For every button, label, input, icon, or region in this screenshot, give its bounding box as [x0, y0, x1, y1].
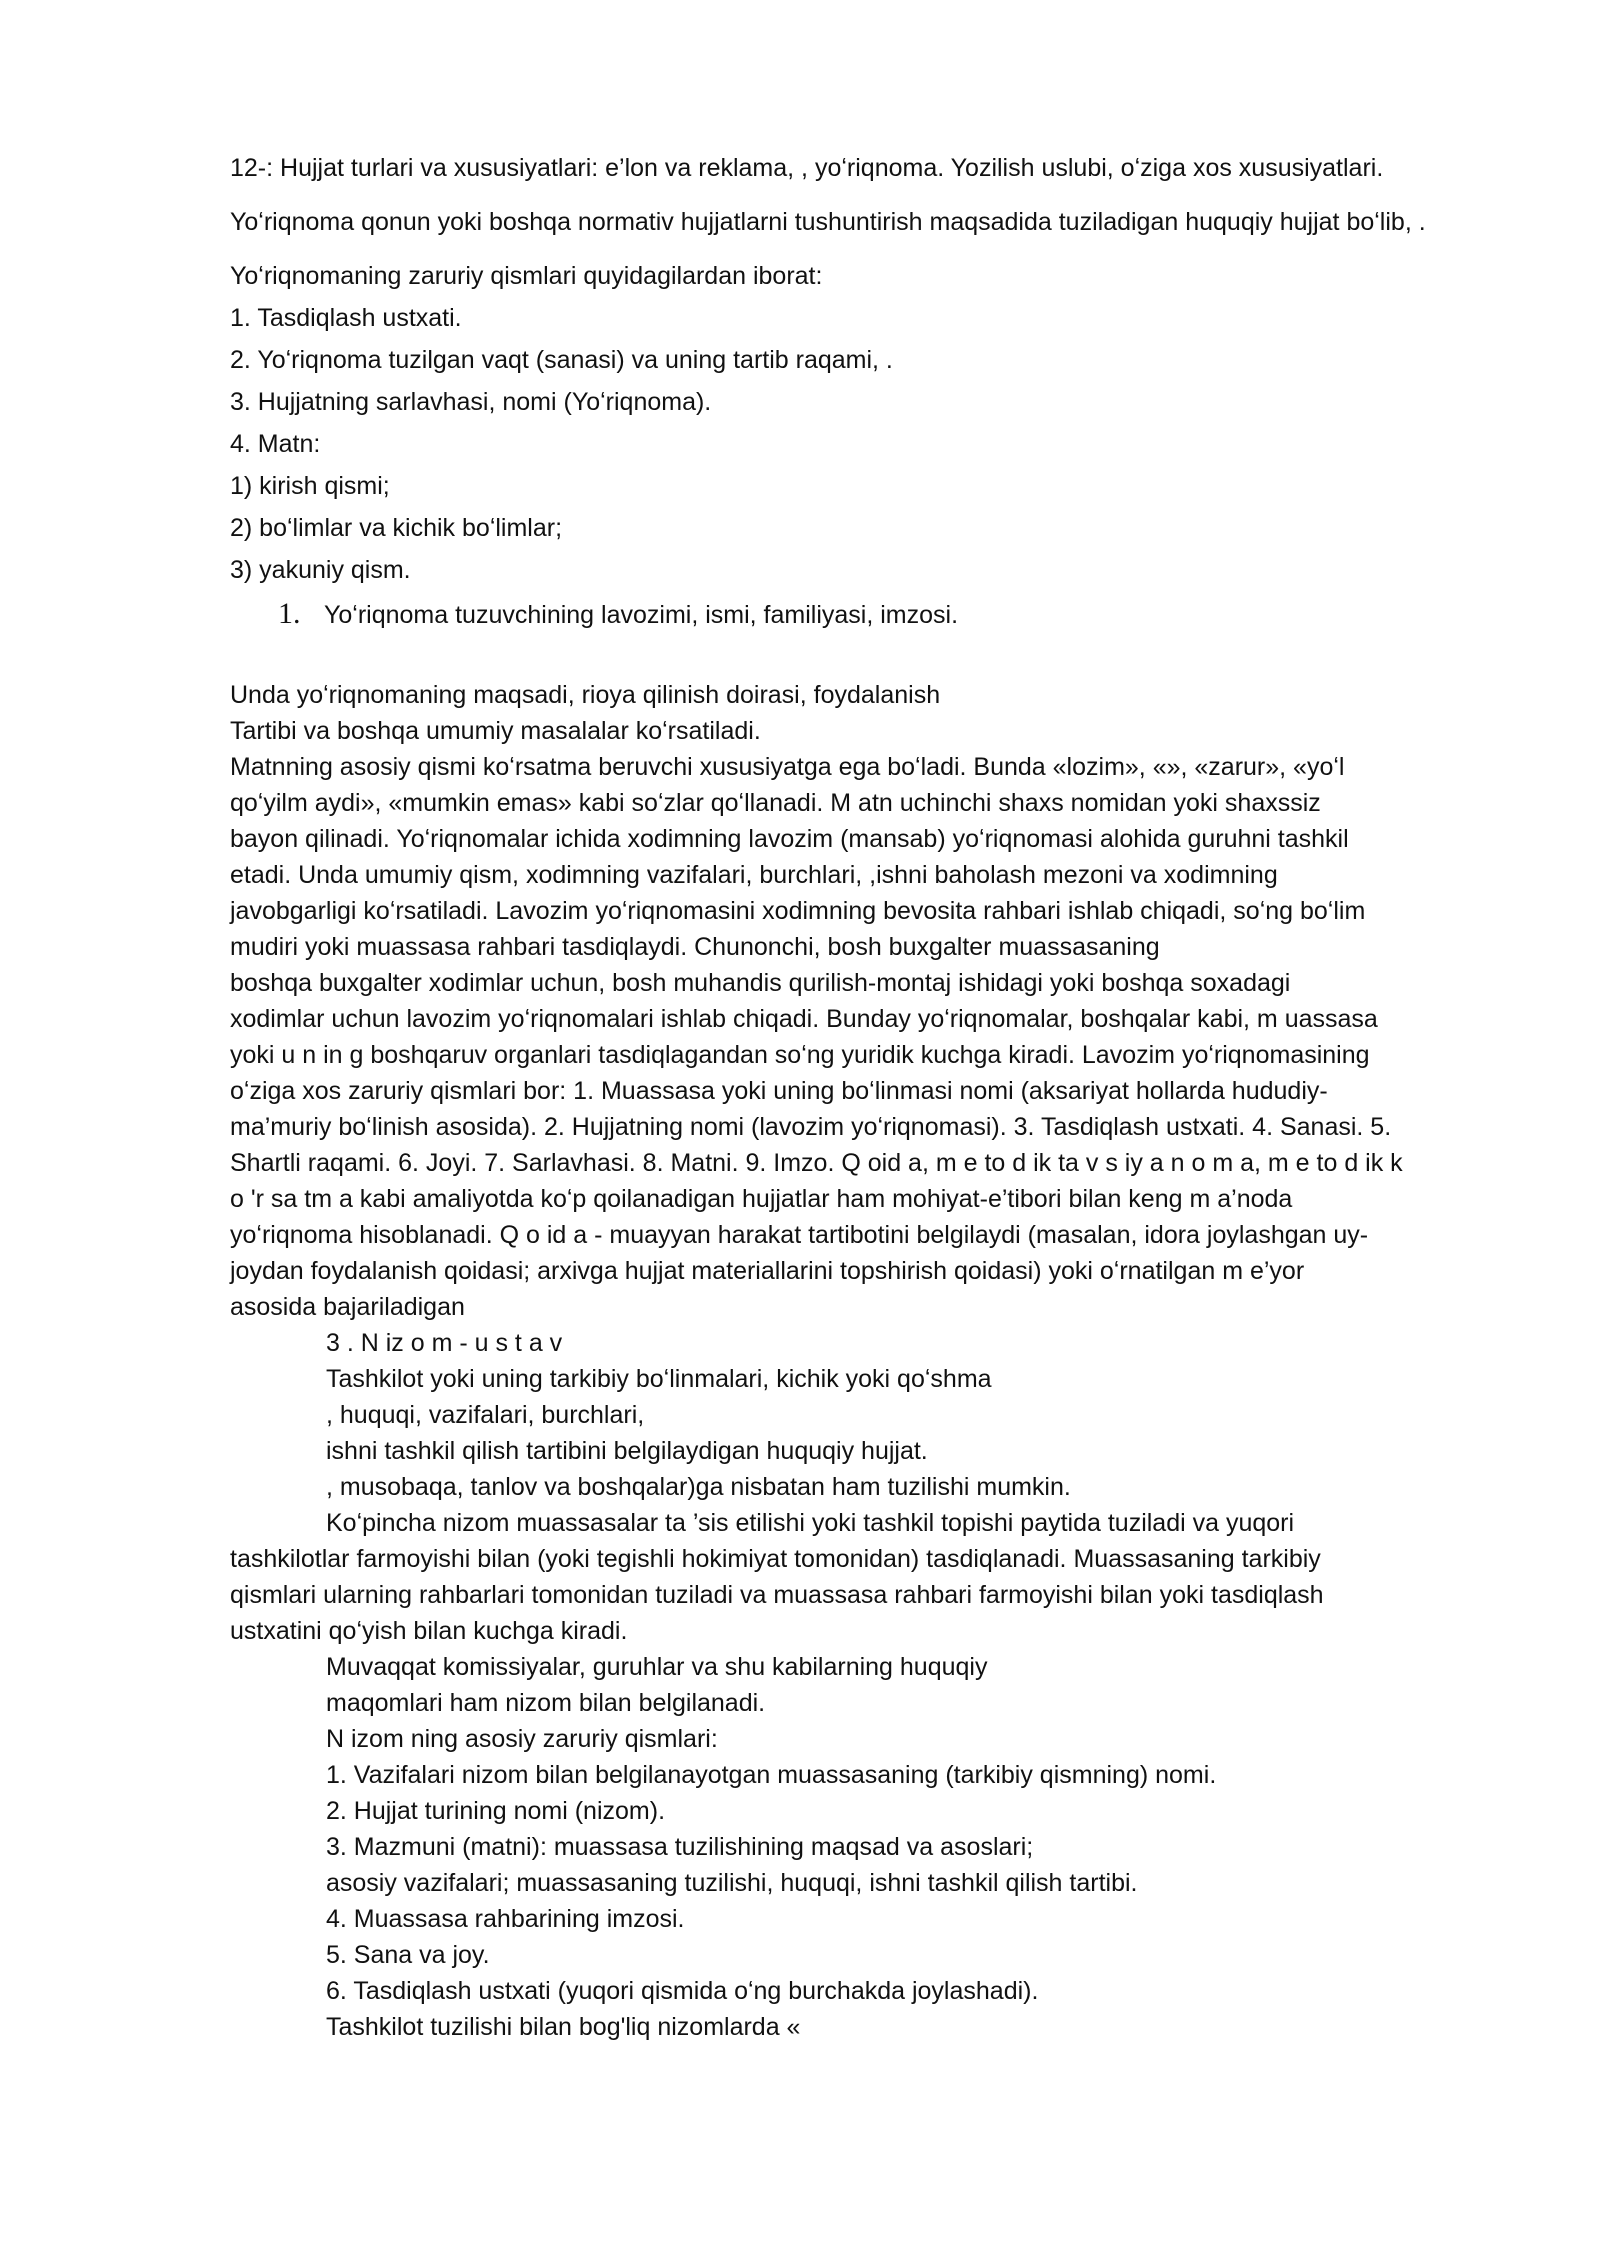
text-line: Unda yoʻriqnomaning maqsadi, rioya qilinish doirasi, foydalanish — [230, 681, 941, 709]
text-line: yoki u n in g boshqaruv organlari tasdiqlagandan soʻng yuridik kuchga kiradi. Lavozim yoʻriqnomasining — [230, 1041, 1370, 1069]
text-line: qismlari ularning rahbarlari tomonidan tuziladi va muassasa rahbari farmoyishi bilan yoki tasdiqlash — [230, 1581, 1324, 1609]
nizom-paragraph — [230, 1505, 1500, 1649]
definition-paragraph: Yoʻriqnoma qonun yoki boshqa normativ hujjatlarni tushuntirish maqsadida tuziladigan huquqiy hujjat boʻlib, . — [230, 208, 1426, 236]
text-line: , musobaqa, tanlov va boshqalar)ga nisbatan ham tuzilishi mumkin. — [326, 1473, 1071, 1501]
nizom-parts-block — [230, 1649, 1500, 2045]
text-line: Tartibi va boshqa umumiy masalalar koʻrsatiladi. — [230, 717, 761, 745]
list-item-text: Yoʻriqnoma tuzuvchining lavozimi, ismi, familiyasi, imzosi. — [324, 601, 959, 629]
text-line: javobgarligi koʻrsatiladi. Lavozim yoʻriqnomasini xodimning bevosita rahbari ishlab chiqadi, soʻng boʻlim — [230, 897, 1366, 925]
text-line: Matnning asosiy qismi koʻrsatma beruvchi xususiyatga ega boʻladi. Bunda «lozim», «», «zarur», «yoʻl — [230, 753, 1345, 781]
text-line: , huquqi, vazifalari, burchlari, — [326, 1401, 645, 1429]
list-item: 3) yakuniy qism. — [230, 556, 411, 584]
text-line: maqomlari ham nizom bilan belgilanadi. — [326, 1689, 766, 1717]
text-line: Tashkilot yoki uning tarkibiy boʻlinmalari, kichik yoki qoʻshma — [326, 1365, 992, 1393]
text-line: bayon qilinadi. Yoʻriqnomalar ichida xodimning lavozim (mansab) yoʻriqnomasi alohida guruhni tashkil — [230, 825, 1349, 853]
text-line: oʻziga xos zaruriy qismlari bor: 1. Muassasa yoki uning boʻlinmasi nomi (aksariyat hollarda hududiy- — [230, 1077, 1328, 1105]
text-line: Muvaqqat komissiyalar, guruhlar va shu kabilarning huquqiy — [326, 1653, 988, 1681]
list-item: 3. Mazmuni (matni): muassasa tuzilishining maqsad va asoslari; — [326, 1833, 1034, 1861]
list-item: asosiy vazifalari; muassasaning tuzilishi, huquqi, ishni tashkil qilish tartibi. — [326, 1869, 1138, 1897]
parts-intro: Yoʻriqnomaning zaruriy qismlari quyidagilardan iborat: — [230, 262, 823, 290]
text-line: ishni tashkil qilish tartibini belgilaydigan huquqiy hujjat. — [326, 1437, 928, 1465]
nizom-intro-block — [230, 1325, 1500, 1505]
document-page — [230, 150, 1500, 2045]
list-number: 1. — [278, 597, 301, 630]
body-paragraph — [230, 677, 1500, 1325]
text-line: Shartli raqami. 6. Joyi. 7. Sarlavhasi. 8. Matni. 9. Imzo. Q oid a, m e to d ik ta v s iy a n o m a, m e to d ik k — [230, 1149, 1403, 1177]
list-item: 2. Hujjat turining nomi (nizom). — [326, 1797, 666, 1825]
text-line: Koʻpincha nizom muassasalar ta ’sis etilishi yoki tashkil topishi paytida tuziladi va yuqori — [326, 1509, 1295, 1537]
document-title: 12-: Hujjat turlari va xususiyatlari: e’lon va reklama, , yoʻriqnoma. Yozilish uslubi, oʻziga xos xususiyatlari. — [230, 154, 1384, 182]
text-line: N izom ning asosiy zaruriy qismlari: — [326, 1725, 718, 1753]
list-item: 6. Tasdiqlash ustxati (yuqori qismida oʻng burchakda joylashadi). — [326, 1977, 1039, 2005]
text-line: mudiri yoki muassasa rahbari tasdiqlaydi. Chunonchi, bosh buxgalter muassasaning — [230, 933, 1160, 961]
text-line: yoʻriqnoma hisoblanadi. Q o id a - muayyan harakat tartibotini belgilaydi (masalan, idora joylashgan uy- — [230, 1221, 1369, 1249]
list-item: 4. Matn: — [230, 430, 321, 458]
list-item: 1. Vazifalari nizom bilan belgilanayotgan muassasaning (tarkibiy qismning) nomi. — [326, 1761, 1217, 1789]
text-line: ustxatini qoʻyish bilan kuchga kiradi. — [230, 1617, 628, 1645]
list-item: 3. Hujjatning sarlavhasi, nomi (Yoʻriqnoma). — [230, 388, 712, 416]
list-item: 1) kirish qismi; — [230, 472, 390, 500]
list-item: 2. Yoʻriqnoma tuzilgan vaqt (sanasi) va uning tartib raqami, . — [230, 346, 893, 374]
list-item: 1. Tasdiqlash ustxati. — [230, 304, 462, 332]
text-line: joydan foydalanish qoidasi; arxivga hujjat materiallarini topshirish qoidasi) yoki oʻrnatilgan m e’yor — [230, 1257, 1305, 1285]
parts-list — [230, 300, 1500, 588]
text-line: ma’muriy boʻlinish asosida). 2. Hujjatning nomi (lavozim yoʻriqnomasi). 3. Tasdiqlash ustxati. 4. Sanasi. 5. — [230, 1113, 1392, 1141]
numbered-list-item — [278, 594, 1500, 635]
list-item: 2) boʻlimlar va kichik boʻlimlar; — [230, 514, 563, 542]
text-line: tashkilotlar farmoyishi bilan (yoki tegishli hokimiyat tomonidan) tasdiqlanadi. Muassasaning tarkibiy — [230, 1545, 1321, 1573]
text-line: asosida bajariladigan — [230, 1293, 465, 1321]
text-line: etadi. Unda umumiy qism, xodimning vazifalari, burchlari, ,ishni baholash mezoni va xodimning — [230, 861, 1278, 889]
text-line: qoʻyilm aydi», «mumkin emas» kabi soʻzlar qoʻllanadi. M atn uchinchi shaxs nomidan yoki shaxssiz — [230, 789, 1321, 817]
text-line: Tashkilot tuzilishi bilan bog'liq nizomlarda « — [326, 2013, 801, 2041]
section-heading: 3 . N iz o m - u s t a v — [326, 1329, 563, 1357]
list-item: 5. Sana va joy. — [326, 1941, 490, 1969]
text-line: xodimlar uchun lavozim yoʻriqnomalari ishlab chiqadi. Bunday yoʻriqnomalar, boshqalar kabi, m uassasa — [230, 1005, 1378, 1033]
list-item: 4. Muassasa rahbarining imzosi. — [326, 1905, 685, 1933]
text-line: o 'r sa tm a kabi amaliyotda koʻp qoilanadigan hujjatlar ham mohiyat-e’tibori bilan keng m a’noda — [230, 1185, 1293, 1213]
text-line: boshqa buxgalter xodimlar uchun, bosh muhandis qurilish-montaj ishidagi yoki boshqa soxadagi — [230, 969, 1291, 997]
